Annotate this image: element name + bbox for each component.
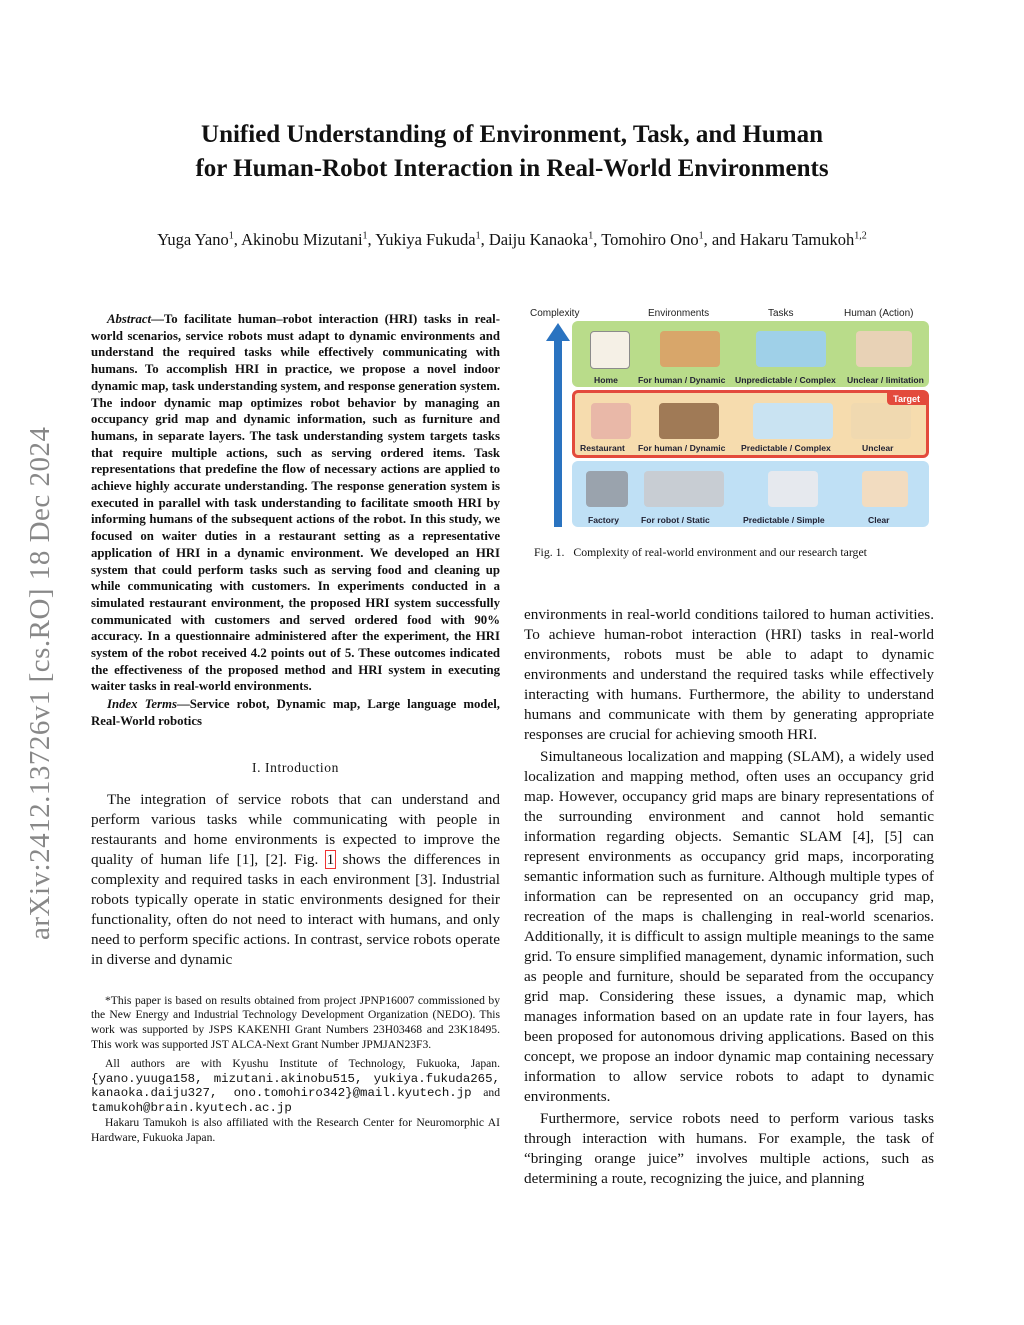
- robots-children-icon: [756, 331, 826, 367]
- footnotes: [91, 994, 500, 1146]
- author-name: Tomohiro Ono: [601, 230, 699, 249]
- index-terms: [91, 696, 500, 729]
- author-name: Akinobu Mizutani: [241, 230, 363, 249]
- author-affiliation: 1: [588, 230, 594, 242]
- abstract-dash: —: [151, 312, 164, 326]
- row-factory: [572, 461, 929, 527]
- right-paragraph-3: Furthermore, service robots need to perform various tasks through interaction with humans. For example, the task of “bringing orange juice” involves multiple actions, such as determining a route, recognizing the juice, and planning: [524, 1110, 934, 1187]
- row-environment: For robot / Static: [641, 515, 710, 525]
- row-environment: For human / Dynamic: [638, 375, 726, 385]
- author-affiliation: 1: [698, 230, 704, 242]
- dining-hall-icon: [659, 403, 719, 439]
- figure-caption-text: Complexity of real-world environment and our research target: [573, 545, 867, 559]
- index-terms-text: Service robot, Dynamic map, Large language model, Real-World robotics: [91, 697, 500, 728]
- index-terms-label: Index Terms: [107, 697, 177, 712]
- paper-title: [100, 118, 924, 186]
- figure-complexity: [524, 305, 934, 537]
- elderly-people-icon: [856, 331, 912, 367]
- right-paragraph-2: Simultaneous localization and mapping (SLAM), a widely used localization and mapping method, often uses an occupancy grid map. However, occupancy grid maps are binary representations of the surrounding environment and cannot hold semantic information regarding objects. Semantic SLAM [4], [5] can represent environments as occupancy grid maps, incorporating semantic information such as furniture. Although multiple types of information can be represented on an occupancy grid map, recreation of the maps is challenging in real-world scenarios. Additionally, it is difficult to assign multiple meanings to the same grid. To ensure simplified management, dynamic information, such as people and furniture, should be separated from the occupancy grid map. Considering these issues, a dynamic map, which manages information based on an update rate in four layers, has been proposed for autonomous driving applications. Based on this concept, we propose an indoor dynamic map containing necessary information to allow service robots to adapt to dynamic environments.: [524, 748, 934, 1105]
- conveyor-icon: [644, 471, 724, 507]
- row-home: [572, 321, 929, 387]
- row-environment: For human / Dynamic: [638, 443, 726, 453]
- author-affiliation: 1,2: [854, 230, 867, 242]
- author-affiliation: 1: [475, 230, 481, 242]
- robot-arm-icon: [768, 471, 818, 507]
- row-place: Factory: [588, 515, 620, 525]
- factory-icon: [586, 471, 628, 507]
- footnote-funding: *This paper is based on results obtained from project JPNP16007 commissioned by the New Energy and Industrial Technology Development Organization (NEDO). This work was supported by JSPS KAKENHI Grant Numbers 23H03468 and 23K18495. This work was supported JST ALCA-Next Grant Number JPMJAN23F3.: [91, 993, 500, 1051]
- target-badge: Target: [887, 393, 926, 405]
- restaurant-icon: [591, 403, 631, 439]
- intro-paragraph: [91, 790, 500, 970]
- row-place: Restaurant: [580, 443, 625, 453]
- header-complexity: Complexity: [530, 308, 580, 319]
- footnote-affiliation-text: All authors are with Kyushu Institute of Technology, Fukuoka, Japan.: [105, 1056, 500, 1070]
- house-icon: [590, 331, 630, 369]
- row-human: Clear: [868, 515, 890, 525]
- row-task: Predictable / Complex: [741, 443, 831, 453]
- abstract: [91, 311, 500, 695]
- figure-caption: [534, 545, 934, 560]
- footnote-affiliation-2: Hakaru Tamukoh is also affiliated with the Research Center for Neuromorphic AI Hardware, Fukuoka Japan.: [91, 1115, 500, 1144]
- footnote-email-2[interactable]: tamukoh@brain.kyutech.ac.jp: [91, 1101, 292, 1116]
- abstract-text: To facilitate human–robot interaction (HRI) tasks in real-world scenarios, service robots must adapt to dynamic environments and understand the required tasks while effectively communicating with humans. To accomplish HRI in practice, we propose a novel indoor dynamic map, task understanding system, and response generation system. The indoor dynamic map optimizes robot behavior by managing an occupancy grid map and dynamic information, such as furniture and humans, in separate layers. The task understanding system targets tasks that require multiple actions, such as serving ordered items. Task representations that predefine the flow of necessary actions are applied to achieve highly accurate understanding. The response generation system is executed in parallel with task understanding to facilitate smooth HRI by informing humans of the subsequent actions of the robot. In this study, we focused on waiter duties in a restaurant setting as a representative application of HRI in a dynamic environment. We developed an HRI system that could perform tasks such as serving food and cleaning up while communicating with customers. In experiments conducted in a simulated restaurant environment, the proposed HRI system successfully communicated with customers and served ordered food with 90% accuracy. In a questionnaire administered after the experiment, the HRI system of the robot received 4.2 points out of 5. These outcomes indicated the effectiveness of the proposed method and HRI system in executing waiter tasks in real-world environments.: [91, 312, 500, 694]
- row-restaurant: [572, 390, 929, 458]
- row-human: Unclear / limitation: [847, 375, 924, 385]
- author-name: Yukiya Fukuda: [375, 230, 476, 249]
- figure-link[interactable]: 1: [326, 850, 335, 868]
- header-environments: Environments: [648, 308, 710, 319]
- author-list: Yuga Yano$^1$, Akinobu Mizutani$^1$, Yukiya Fukuda$^1$, Daiju Kanaoka$^1$, Tomohiro Ono$^1$, and Hakaru Tamukoh$^{1,2}$: [157, 230, 867, 249]
- author-affiliation: 1: [362, 230, 368, 242]
- footnote-affiliation: [91, 1057, 500, 1116]
- title-line-1: Unified Understanding of Environment, Task, and Human: [201, 121, 823, 148]
- living-room-icon: [660, 331, 720, 367]
- abstract-label: Abstract: [107, 312, 152, 326]
- author-name: Daiju Kanaoka: [488, 230, 589, 249]
- customers-icon: [851, 403, 911, 439]
- section-heading-introduction: I. Introduction: [252, 759, 339, 775]
- figure-caption-label: Fig. 1.: [534, 545, 565, 559]
- left-column: [91, 311, 500, 1146]
- intro-text-a: The integration of service robots that can understand and perform various tasks while communicating with people in restaurants and home environments is expected to improve the quality of human life [1], [2]. Fig.: [91, 790, 500, 868]
- title-line-2: for Human-Robot Interaction in Real-World Environments: [195, 155, 829, 182]
- right-paragraph-1: environments in real-world conditions tailored to human activities. To achieve human-robot interaction (HRI) tasks in real-world environments, robots must be able to adapt to dynamic environments and understand the required tasks while effectively interacting with humans. Furthermore, the ability to understand humans and communicate with them by generating appropriate responses are crucial for achieving smooth HRI.: [524, 606, 934, 743]
- header-human: Human (Action): [844, 308, 914, 319]
- person-icon: [862, 471, 908, 507]
- arxiv-id-text: arXiv:2412.13726v1 [cs.RO] 18 Dec 2024: [24, 426, 56, 940]
- waiter-robots-icon: [753, 403, 833, 439]
- author-affiliation: 1: [228, 230, 234, 242]
- row-task: Unpredictable / Complex: [735, 375, 836, 385]
- header-tasks: Tasks: [768, 308, 794, 319]
- intro-text-b: shows the differences in complexity and required tasks in each environment [3]. Industrial robots typically operate in static environments designed for their functionality, often do not need to interact with humans, and only need to perform specific actions. In contrast, service robots operate in diverse and dynamic: [91, 850, 500, 968]
- author-name: Yuga Yano: [157, 230, 229, 249]
- footnote-emails[interactable]: {yano.yuuga158, mizutani.akinobu515, yukiya.fukuda265, kanaoka.daiju327, ono.tomohiro342}@mail.kyutech.jp: [91, 1071, 500, 1101]
- index-terms-dash: —: [176, 697, 190, 712]
- authors-and: and: [711, 230, 736, 249]
- right-column: [524, 605, 934, 1189]
- row-human: Unclear: [862, 443, 894, 453]
- row-task: Predictable / Simple: [743, 515, 825, 525]
- row-place: Home: [594, 375, 618, 385]
- author-name: Hakaru Tamukoh: [739, 230, 855, 249]
- footnote-and: and: [483, 1086, 500, 1100]
- arxiv-watermark: [16, 350, 60, 940]
